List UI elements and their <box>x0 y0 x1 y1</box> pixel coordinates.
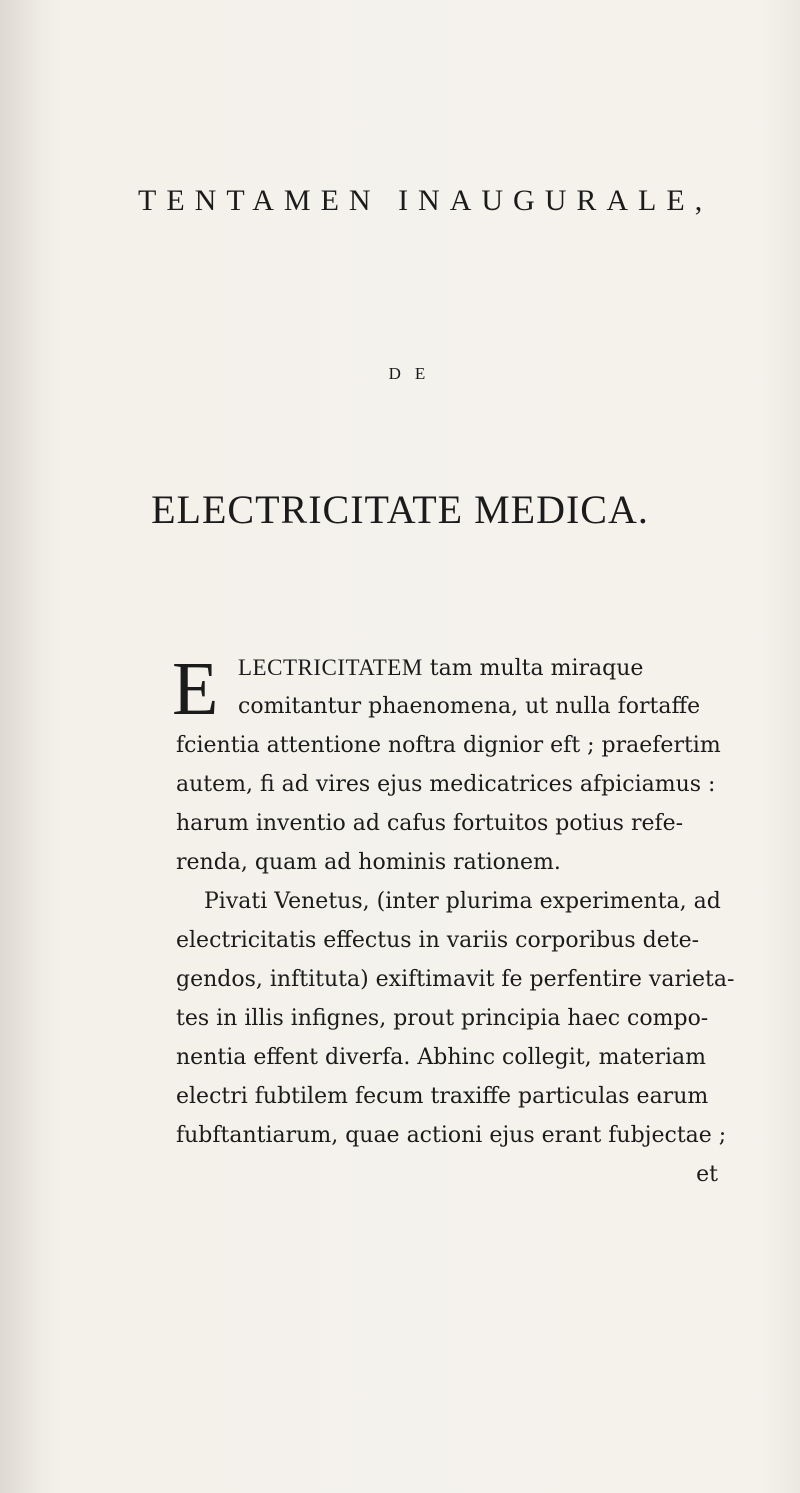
text-line: nentia effent diverfa. Abhinc collegit, materiam <box>176 1045 706 1070</box>
text-line: fubftantiarum, quae actioni ejus erant fubjectae ; <box>176 1123 727 1148</box>
main-title: TENTAMEN INAUGURALE, <box>138 184 713 217</box>
body-text <box>176 648 736 1194</box>
subtitle: ELECTRICITATE MEDICA. <box>151 487 649 532</box>
text-line <box>176 648 736 687</box>
text-line: tes in illis infignes, prout principia haec compo- <box>176 1006 709 1031</box>
text-line: electricitatis effectus in variis corporibus dete- <box>176 928 700 953</box>
drop-cap: E <box>172 647 219 731</box>
text-line: Pivati Venetus, (inter plurima experimenta, ad <box>204 889 721 914</box>
text-line: gendos, inftituta) exiftimavit fe perfentire varieta- <box>176 967 735 992</box>
text-line: autem, fi ad vires ejus medicatrices afpiciamus : <box>176 772 716 797</box>
catchword: et <box>696 1162 718 1187</box>
text-line: renda, quam ad hominis rationem. <box>176 850 561 875</box>
text-line: fcientia attentione noftra dignior eft ; praefertim <box>176 733 721 758</box>
page-edge-shading <box>0 0 60 1493</box>
text-line: electri fubtilem fecum traxiffe particulas earum <box>176 1084 709 1109</box>
text-line: comitantur phaenomena, ut nulla fortaffe <box>238 694 701 719</box>
first-word: LECTRICITATEM <box>238 655 423 680</box>
title-connector: DE <box>388 364 440 383</box>
text-line-rest: tam multa miraque <box>422 656 644 681</box>
text-line: harum inventio ad cafus fortuitos potius refe- <box>176 811 684 836</box>
